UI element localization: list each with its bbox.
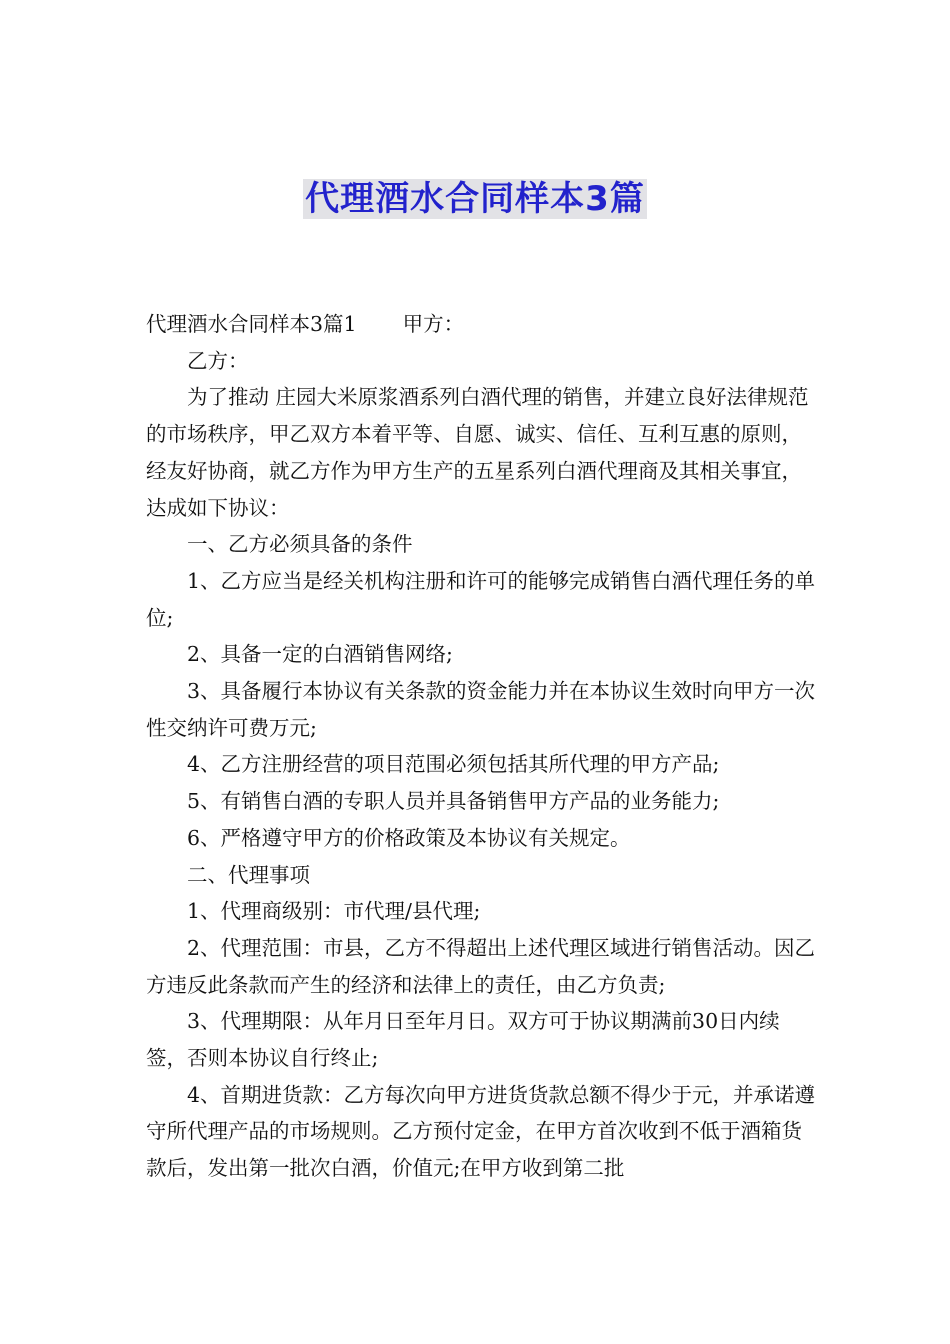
agency-item-2: 2、代理范围：市县，乙方不得超出上述代理区域进行销售活动。因乙方违反此条款而产生的经济和法律上的责任，由乙方负责; — [146, 935, 816, 997]
condition-item-1: 1、乙方应当是经关机构注册和许可的能够完成销售白酒代理任务的单位; — [146, 568, 816, 630]
condition-item-4: 4、乙方注册经营的项目范围必须包括其所代理的甲方产品; — [187, 752, 720, 777]
agency-item-3: 3、代理期限：从年月日至年月日。双方可于协议期满前30日内续签，否则本协议自行终止; — [146, 1009, 780, 1071]
agency-item-1: 1、代理商级别：市代理/县代理; — [187, 899, 481, 924]
party-a-label: 甲方： — [402, 312, 465, 336]
condition-item-2: 2、具备一定的白酒销售网络; — [187, 642, 453, 667]
condition-item-3: 3、具备履行本协议有关条款的资金能力并在本协议生效时向甲方一次性交纳许可费万元; — [146, 679, 816, 740]
agency-item-4: 4、首期进货款：乙方每次向甲方进货货款总额不得少于元，并承诺遵守所代理产品的市场规则。乙方预付定金，在甲方首次收到不低于酒箱货款后，发出第一批次白酒，价值元;在甲方收到第二批 — [146, 1082, 816, 1181]
first-line — [146, 306, 816, 343]
condition-item-5: 5、有销售白酒的专职人员并具备销售甲方产品的业务能力; — [187, 789, 720, 814]
document-body — [146, 306, 816, 1187]
party-b-label: 乙方： — [187, 348, 249, 373]
document-title — [0, 176, 950, 222]
condition-item-6: 6、严格遵守甲方的价格政策及本协议有关规定。 — [187, 825, 631, 850]
preamble-paragraph: 为了推动 庄园大米原浆酒系列白酒代理的销售，并建立良好法律规范的市场秩序，甲乙双方本着平等、自愿、诚实、信任、互利互惠的原则，经友好协商，就乙方作为甲方生产的五星系列白酒代理商及其相关事宜，达成如下协议： — [146, 385, 809, 520]
section-heading-1: 一、乙方必须具备的条件 — [187, 532, 413, 557]
contract-heading: 代理酒水合同样本3篇1 — [146, 312, 357, 336]
section-heading-2: 二、代理事项 — [187, 862, 310, 887]
document-title-text: 代理酒水合同样本3篇 — [305, 179, 645, 219]
